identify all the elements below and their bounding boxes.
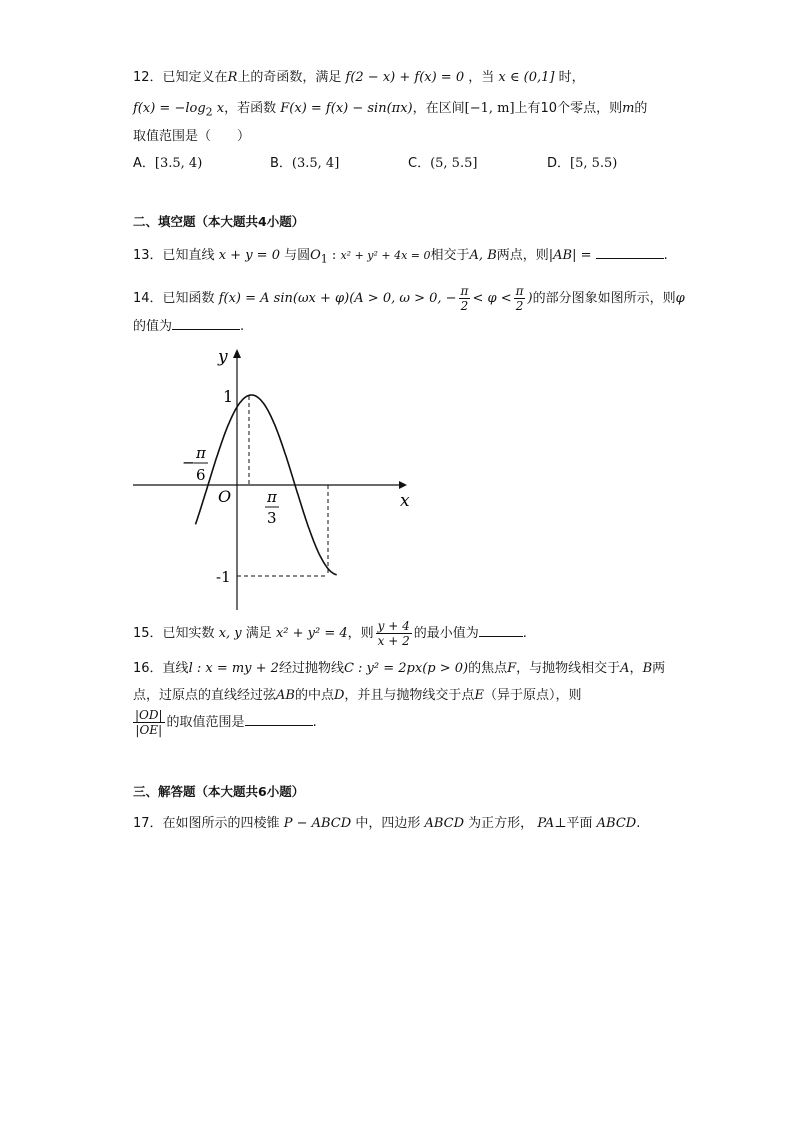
origin-label: O <box>218 487 232 506</box>
pi-three-denominator: 3 <box>267 509 277 527</box>
neg-pi-six-minus: − <box>182 453 196 472</box>
x-axis-arrow-icon <box>399 481 407 489</box>
neg-pi-six-denominator: 6 <box>196 466 206 484</box>
sine-graph <box>120 340 420 620</box>
section-2-heading: 二、填空题（本大题共4小题） <box>133 214 305 229</box>
q16-answer-blank[interactable] <box>245 713 313 726</box>
q14-line2: 的值为 . <box>133 319 245 334</box>
option-a[interactable]: A．[3.5, 4) <box>133 156 203 171</box>
q12-line2: $f(x) = -\log_2$ x，若函数 F(x) = f(x) − sin(πx)，在区间[−1, m]上有10个零点，则m的 <box>133 101 648 119</box>
q13: 13．已知直线 x + y = 0 与圆$O_1$ : x² + y² + 4x = 0相交于A, B两点，则|AB| = . <box>133 248 668 266</box>
section-3-heading: 三、解答题（本大题共6小题） <box>133 784 305 799</box>
q15-answer-blank[interactable] <box>479 624 523 637</box>
x-label: x <box>400 491 410 511</box>
q14-line1: 14．已知函数 f(x) = A sin(ωx + φ)(A > 0, ω > 0, − $\frac{\pi}{2}$ < φ < $\frac{\pi}{2}$ )的部分图象如图所示，则φ <box>133 284 685 313</box>
max-value-label: 1 <box>223 387 234 406</box>
q12-options <box>133 154 653 174</box>
q17: 17．在如图所示的四棱锥 P − ABCD 中，四边形 ABCD 为正方形， PA⊥平面 ABCD. <box>133 816 641 831</box>
option-c[interactable]: C．(5, 5.5] <box>408 156 478 171</box>
q12-line1: 12．已知定义在R上的奇函数，满足 f(2 − x) + f(x) = 0 ，当 x ∈ (0,1] 时， <box>133 70 585 85</box>
pi-three-numerator: π <box>267 488 277 506</box>
q16-line2: 点，过原点的直线经过弦AB的中点D，并且与抛物线交于点E（异于原点），则 <box>133 688 582 703</box>
q14-answer-blank[interactable] <box>172 317 240 330</box>
q12-line3: 取值范围是（ ） <box>133 129 251 144</box>
option-d[interactable]: D．[5, 5.5) <box>547 156 618 171</box>
min-value-label: -1 <box>216 568 231 586</box>
option-b[interactable]: B．(3.5, 4] <box>270 156 340 171</box>
q13-answer-blank[interactable] <box>596 246 664 259</box>
q16-line1: 16．直线l : x = my + 2经过抛物线C : y² = 2px(p > 0)的焦点F，与抛物线相交于A，B两 <box>133 661 666 676</box>
neg-pi-six-numerator: π <box>196 444 206 462</box>
q15: 15．已知实数 x, y 满足 x² + y² = 4，则 $\frac{y + 4}{x + 2}$ 的最小值为 . <box>133 619 527 648</box>
y-label: y <box>218 347 228 367</box>
q16-line3: $\frac{|OD|}{|OE|}$ 的取值范围是 . <box>135 708 317 737</box>
y-axis-arrow-icon <box>233 349 241 358</box>
